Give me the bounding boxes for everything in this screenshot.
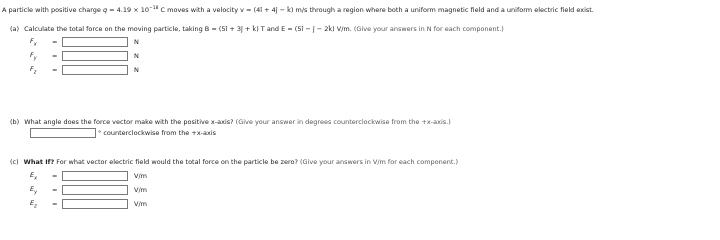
part-a-hint: (Give your answers in N for each component.) <box>353 25 504 33</box>
ez-row <box>30 198 147 210</box>
fz-label: $F_z$ <box>30 64 37 76</box>
equals-sign: = <box>52 52 58 60</box>
ex-row <box>30 170 147 182</box>
fz-input[interactable] <box>62 65 128 75</box>
charge-variable: q <box>102 6 108 15</box>
part-c-question <box>10 158 458 166</box>
equals-sign: = <box>52 66 58 74</box>
ex-input[interactable] <box>62 171 128 181</box>
intro-prefix: A particle with positive charge <box>2 6 103 15</box>
charge-exponent: −18 <box>148 6 159 11</box>
fx-label: $F_x$ <box>30 36 37 48</box>
ey-unit: V/m <box>134 186 147 194</box>
part-b-text: What angle does the force vector make with the positive x-axis? <box>24 118 234 126</box>
fy-unit: N <box>134 52 139 60</box>
intro-suffix: C moves with a velocity v = (4î + 4ĵ − k̂) m/s through a region where both a uniform magnetic field and a uniform electric field exist. <box>158 6 594 15</box>
equals-sign: = <box>52 200 58 208</box>
ez-unit: V/m <box>134 200 147 208</box>
ez-label: $E_z$ <box>30 198 37 210</box>
charge-value: = 4.19 × 10 <box>107 6 149 15</box>
part-c-label: (c) <box>10 158 19 166</box>
fy-input[interactable] <box>62 51 128 61</box>
equals-sign: = <box>52 38 58 46</box>
ey-row <box>30 184 147 196</box>
part-c-text: For what vector electric field would the total force on the particle be zero? <box>54 158 298 166</box>
angle-unit: ° counterclockwise from the +x-axis <box>98 129 217 137</box>
fx-unit: N <box>134 38 139 46</box>
ez-input[interactable] <box>62 199 128 209</box>
problem-statement <box>2 6 594 14</box>
what-if-label: What If? <box>23 158 55 166</box>
ey-label: $E_y$ <box>30 184 38 196</box>
fy-row <box>30 50 139 62</box>
angle-row <box>30 128 216 138</box>
part-c-hint: (Give your answers in V/m for each component.) <box>300 158 459 166</box>
ey-input[interactable] <box>62 185 128 195</box>
part-a-label: (a) <box>10 25 20 33</box>
equals-sign: = <box>52 186 58 194</box>
part-b-label: (b) <box>10 118 20 126</box>
ex-label: $E_x$ <box>30 170 38 182</box>
part-a-question <box>10 25 504 33</box>
fz-unit: N <box>134 66 139 74</box>
ex-unit: V/m <box>134 172 147 180</box>
fx-input[interactable] <box>62 37 128 47</box>
fy-label: $F_y$ <box>30 50 37 62</box>
part-a-text: Calculate the total force on the moving particle, taking B = (5î + 3ĵ + k̂) T and E = (5î − ĵ − 2k̂) V/m. <box>24 25 352 33</box>
angle-input[interactable] <box>30 128 96 138</box>
part-b-hint: (Give your answer in degrees counterclockwise from the +x-axis.) <box>235 118 451 126</box>
part-b-question <box>10 118 451 126</box>
equals-sign: = <box>52 172 58 180</box>
fx-row <box>30 36 139 48</box>
fz-row <box>30 64 139 76</box>
